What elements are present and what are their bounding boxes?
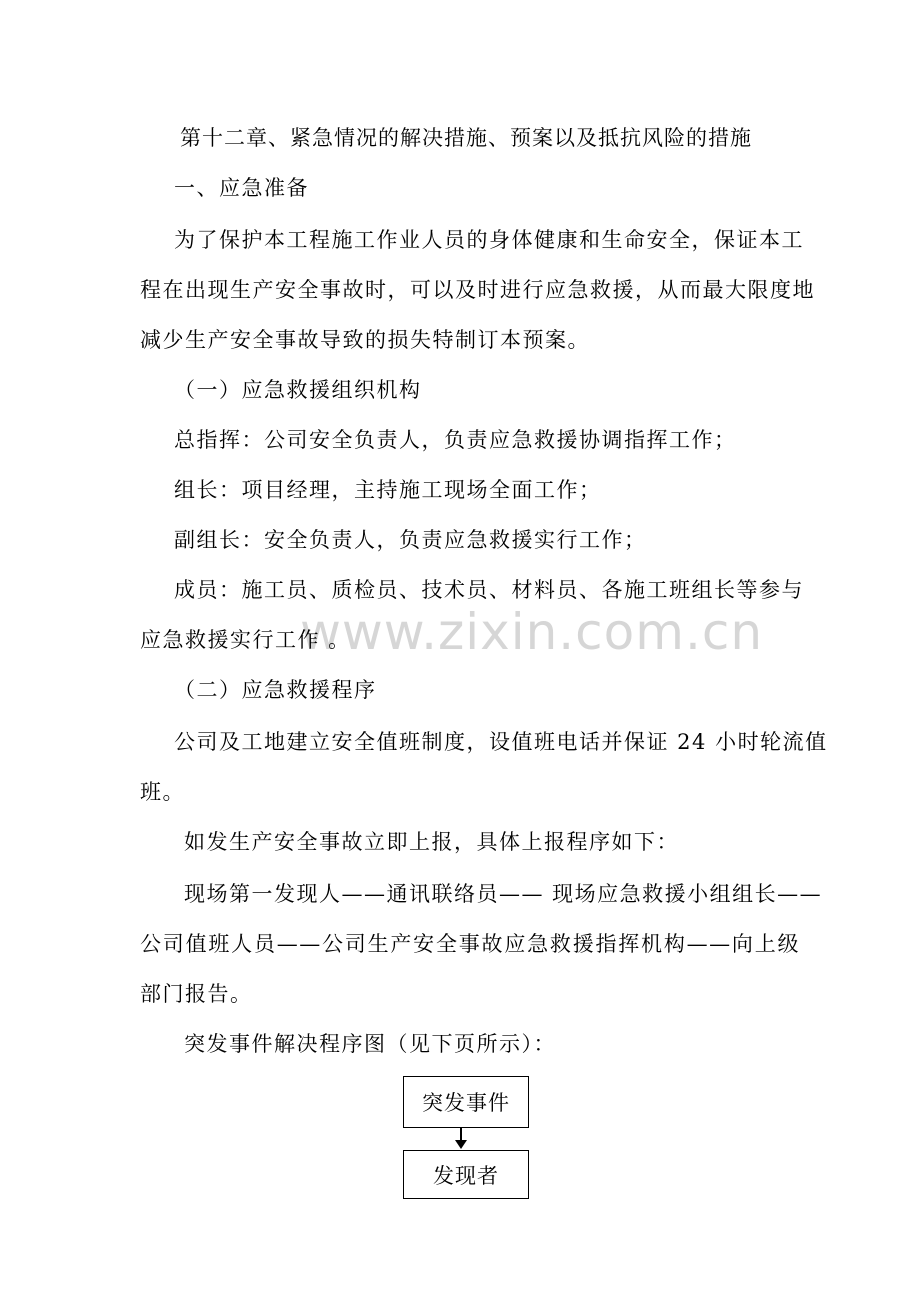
members-line: 成员：施工员、质检员、技术员、材料员、各施工班组长等参与 [174,578,804,602]
subsection-heading-procedure: （二）应急救援程序 [174,678,377,702]
flowchart-intro-line: 突发事件解决程序图（见下页所示）： [184,1032,556,1056]
section-heading-emergency-preparation: 一、应急准备 [174,176,309,200]
paragraph-line: 为了保护本工程施工作业人员的身体健康和生命安全，保证本工 [174,228,804,252]
duty-line: 公司及工地建立安全值班制度，设值班电话并保证 24 小时轮流值 [174,730,828,754]
watermark: www.zixin.com.cn [300,603,764,661]
report-chain-line: 公司值班人员——公司生产安全事故应急救援指挥机构——向上级 [140,932,800,956]
duty-line: 班。 [140,780,185,804]
deputy-leader-line: 副组长：安全负责人，负责应急救援实行工作； [174,528,647,552]
paragraph-line: 减少生产安全事故导致的损失特制订本预案。 [140,328,590,352]
arrow-down-icon [455,1140,467,1149]
leader-line: 组长：项目经理，主持施工现场全面工作； [174,478,602,502]
flowchart-box-label: 发现者 [433,1163,499,1188]
flowchart-box-label: 突发事件 [422,1091,510,1115]
subsection-heading-organization: （一）应急救援组织机构 [174,378,422,402]
flowchart-box-emergency-event [403,1076,529,1128]
members-line: 应急救援实行工作 。 [140,628,351,652]
flowchart-box-discoverer [403,1150,529,1199]
report-chain-line: 现场第一发现人——通讯联络员—— 现场应急救援小组组长—— [184,882,823,906]
flowchart-arrow-line [460,1127,462,1141]
chapter-title: 第十二章、紧急情况的解决措施、预案以及抵抗风险的措施 [180,126,752,150]
report-intro-line: 如发生产安全事故立即上报，具体上报程序如下： [184,830,679,854]
commander-line: 总指挥：公司安全负责人，负责应急救援协调指挥工作； [174,428,737,452]
report-chain-line: 部门报告。 [140,982,253,1006]
paragraph-line: 程在出现生产安全事故时，可以及时进行应急救援，从而最大限度地 [140,278,815,302]
